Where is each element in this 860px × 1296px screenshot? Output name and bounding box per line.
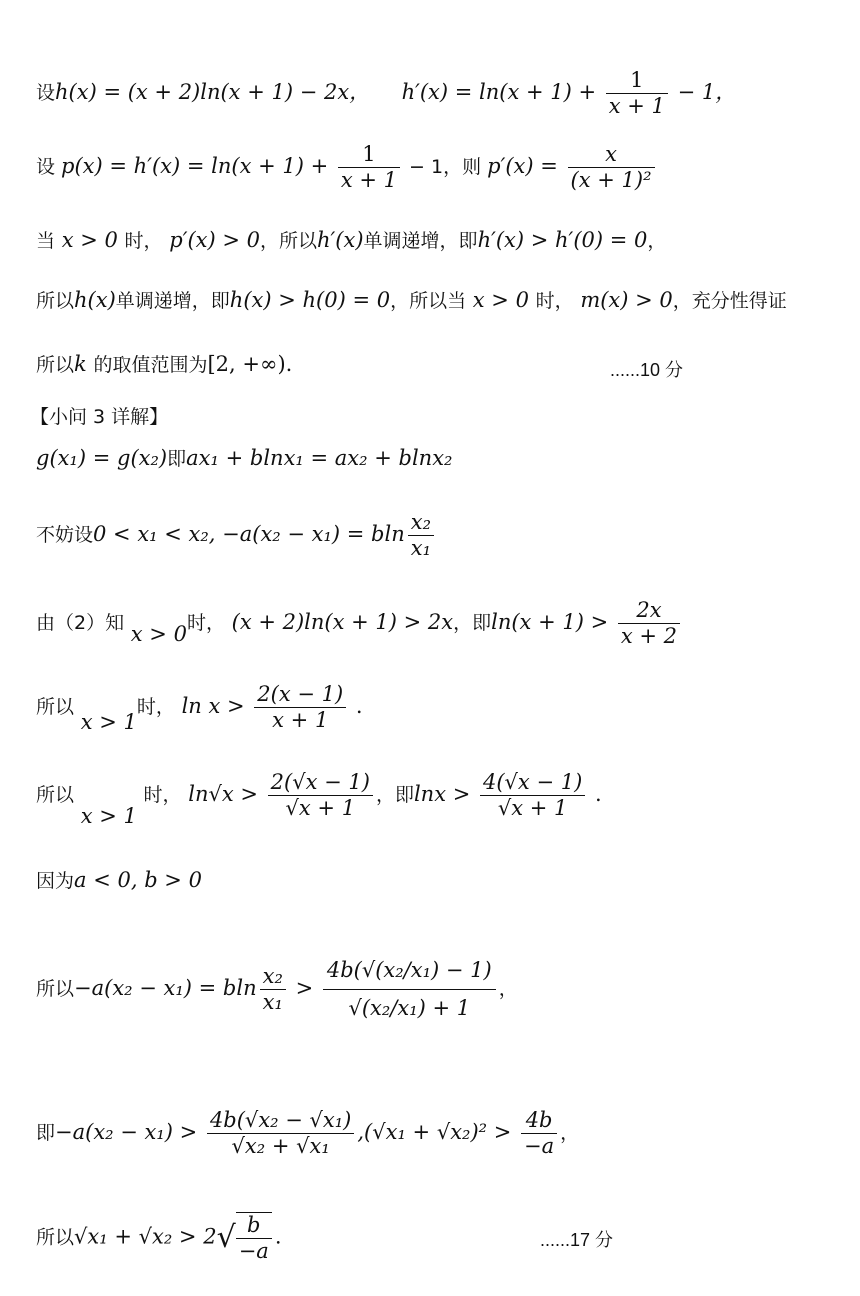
line-12: 所以−a(x₂ − x₁) = bln $\frac{\text{x₂}}{\text{x₁}}$ > $\frac{\text{4b(√(x₂/x₁) − 1)}}{\text{√(x₂/x₁) + 1}}$ ， xyxy=(36,952,518,1027)
line-11: 因为a < 0, b > 0 xyxy=(36,868,202,892)
line-14: 所以√x₁ + √x₂ > 2√ $\frac{b}{-a}$ . xyxy=(36,1213,282,1264)
line-8: 由（2）知 x > 0时， (x + 2)ln(x + 1) > 2x，即ln(x + 1) > $\frac{2x}{x + 2}$ xyxy=(36,598,683,649)
fraction: $\frac{b}{-a}$ xyxy=(236,1212,272,1264)
line-9: 所以 x > 1时， ln x > $\frac{2(x - 1)}{x + 1}$ . xyxy=(36,682,363,735)
fraction: $\frac{1}{x + 1}$ xyxy=(606,68,668,119)
line-4: 所以h(x)单调递增，即h(x) > h(0) = 0，所以当 x > 0 时， m(x) > 0，充分性得证 xyxy=(36,288,787,312)
fraction: $\frac{2(√x - 1)}{√x + 1}$ xyxy=(268,770,373,821)
fraction: $\frac{4(√x - 1)}{√x + 1}$ xyxy=(480,770,585,821)
fraction: $\frac{1}{x + 1}$ xyxy=(338,142,400,193)
sqrt-sign: √ xyxy=(216,1220,236,1256)
fraction: $\frac{\text{4b(√x₂ − √x₁)}}{\text{√x₂ + √x₁}}$ xyxy=(207,1108,354,1159)
fraction: $\frac{\text{4b(√(x₂/x₁) − 1)}}{\text{√(x₂/x₁) + 1}}$ xyxy=(323,952,496,1027)
fraction: $\frac{\text{x₂}}{\text{x₁}}$ xyxy=(408,510,434,561)
line-10: 所以 x > 1 时， ln√x > $\frac{2(√x - 1)}{√x + 1}$ ，即lnx > $\frac{4(√x - 1)}{√x + 1}$ . xyxy=(36,770,602,829)
score-marker: ......10 分 xyxy=(610,360,684,380)
line-3: 当 x > 0 时， p′(x) > 0，所以h′(x)单调递增，即h′(x) > h′(0) = 0， xyxy=(36,228,667,252)
line-6: g(x₁) = g(x₂)即ax₁ + blnx₁ = ax₂ + blnx₂ xyxy=(36,446,453,470)
fraction: $\frac{x}{\text{(x + 1)²}}$ xyxy=(568,142,655,193)
line-2: 设 p(x) = h′(x) = ln(x + 1) + $\frac{1}{x + 1}$ − 1，则 p′(x) = $\frac{x}{\text{(x + 1)²}}$ xyxy=(36,142,658,193)
line-1: 设h(x) = (x + 2)ln(x + 1) − 2x， h′(x) = ln(x + 1) + $\frac{1}{x + 1}$ − 1， xyxy=(36,68,737,119)
line-5: 所以k 的取值范围为[2, +∞). xyxy=(36,352,293,376)
line-13: 即−a(x₂ − x₁) > $\frac{\text{4b(√x₂ − √x₁)}}{\text{√x₂ + √x₁}}$ ,(√x₁ + √x₂)² > $\frac{4b}{-a}$ ， xyxy=(36,1108,580,1159)
fraction: $\frac{2x}{x + 2}$ xyxy=(618,598,680,649)
score-marker: ......17 分 xyxy=(540,1230,614,1250)
fraction: $\frac{2(x - 1)}{x + 1}$ xyxy=(254,682,346,733)
section-heading: 【小问 3 详解】 xyxy=(30,406,169,428)
fraction: $\frac{4b}{-a}$ xyxy=(521,1108,557,1159)
fraction: $\frac{\text{x₂}}{\text{x₁}}$ xyxy=(260,964,286,1015)
line-7: 不妨设0 < x₁ < x₂, −a(x₂ − x₁) = bln $\frac{\text{x₂}}{\text{x₁}}$ xyxy=(36,510,437,561)
